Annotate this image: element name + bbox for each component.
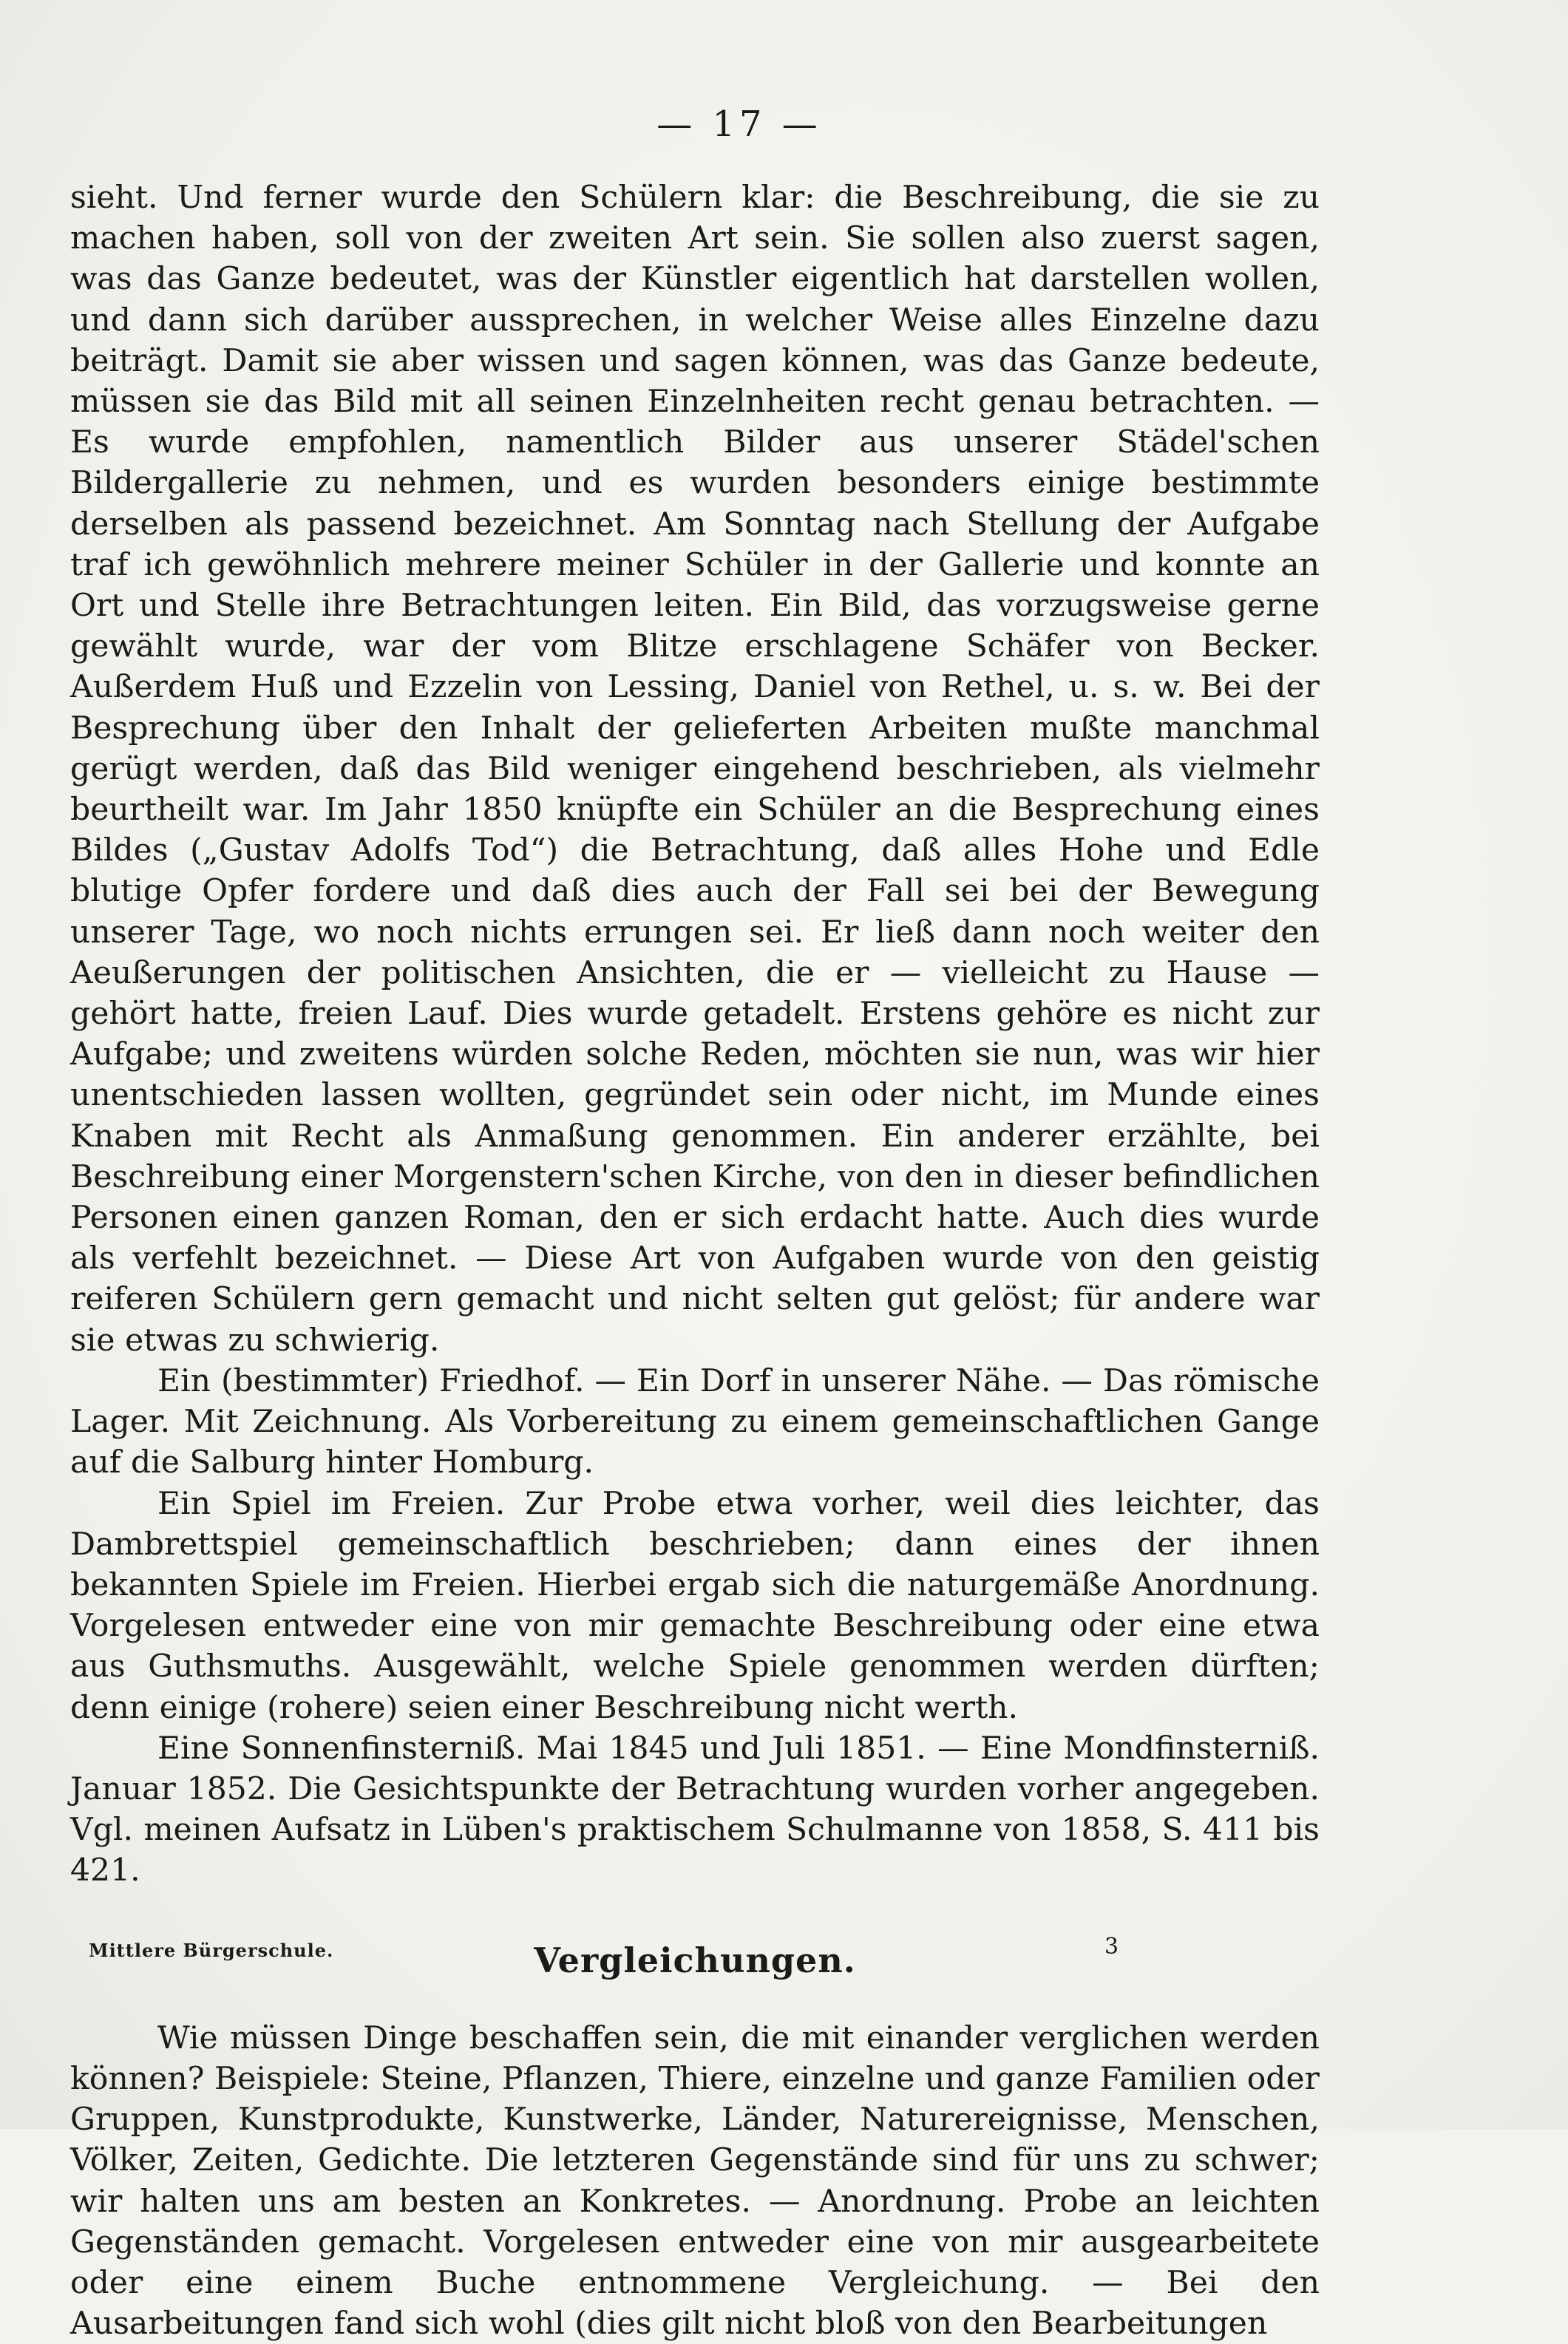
signature-number: 3 [1104, 1934, 1119, 1960]
page-number: — 17 — [656, 103, 822, 145]
paragraph-picture-description: sieht. Und ferner wurde den Schülern klar: die Beschreibung, die sie zu machen haben, soll von der zweiten Art sein. Sie sollen also zuerst sagen, was das Ganze bedeutet, was der Künstler eigentlich hat darstellen wollen, und dann sich darüber aussprechen, in welcher Weise alles Einzelne dazu beiträgt. Damit sie aber wissen und sagen können, was das Ganze bedeute, müssen sie das Bild mit all seinen Einzelnheiten recht genau betrachten. — Es wurde empfohlen, namentlich Bilder aus unserer Städel'schen Bildergallerie zu nehmen, und es wurden besonders einige bestimmte derselben als passend bezeichnet. Am Sonntag nach Stellung der Aufgabe traf ich gewöhnlich mehrere meiner Schüler in der Gallerie und konnte an Ort und Stelle ihre Betrachtungen leiten. Ein Bild, das vorzugsweise gerne gewählt wurde, war der vom Blitze erschlagene Schäfer von Becker. Außerdem Huß und Ezzelin von Lessing, Daniel von Rethel, u. s. w. Bei der Besprechung über den Inhalt der gelieferten Arbeiten mußte manchmal gerügt werden, daß das Bild weniger eingehend beschrieben, als vielmehr beurtheilt war. Im Jahr 1850 knüpfte ein Schüler an die Besprechung eines Bildes („Gustav Adolfs Tod“) die Betrachtung, daß alles Hohe und Edle blutige Opfer fordere und daß dies auch der Fall sei bei der Bewegung unserer Tage, wo noch nichts errungen sei. Er ließ dann noch weiter den Aeußerungen der politischen Ansichten, die er — vielleicht zu Hause — gehört hatte, freien Lauf. Dies wurde getadelt. Erstens gehöre es nicht zur Aufgabe; und zweitens würden solche Reden, möchten sie nun, was wir hier unentschieden lassen wollten, gegründet sein oder nicht, im Munde eines Knaben mit Recht als Anmaßung genommen. Ein anderer erzählte, bei Beschreibung einer Morgenstern'schen Kirche, von den in dieser befindlichen Personen einen ganzen Roman, den er sich erdacht hatte. Auch dies wurde als verfehlt bezeichnet. — Diese Art von Aufgaben wurde von den geistig reiferen Schülern gern gemacht und nicht selten gut gelöst; für andere war sie etwas zu schwierig. [70, 180, 1320, 1359]
body-text [70, 177, 1320, 2344]
paragraph-friedhof: Ein (bestimmter) Friedhof. — Ein Dorf in unserer Nähe. — Das römische Lager. Mit Zeichnung. Als Vorbereitung zu einem gemeinschaftlichen Gange auf die Salburg hinter Homburg. [70, 1362, 1320, 1481]
paragraph-spiel: Ein Spiel im Freien. Zur Probe etwa vorher, weil dies leichter, das Dambrettspiel gemeinschaftlich beschrieben; dann eines der ihnen bekannten Spiele im Freien. Hierbei ergab sich die naturgemäße Anordnung. Vorgelesen entweder eine von mir gemachte Beschreibung oder eine etwa aus Guthsmuths. Ausgewählt, welche Spiele genommen werden dürften; denn einige (rohere) seien einer Beschreibung nicht werth. [70, 1485, 1320, 1726]
paragraph-finsternis: Eine Sonnenfinsterniß. Mai 1845 und Juli 1851. — Eine Mondfinsterniß. Januar 1852. Die Gesichtspunkte der Betrachtung wurden vorher angegeben. Vgl. meinen Aufsatz in Lüben's praktischem Schulmanne von 1858, S. 411 bis 421. [70, 1730, 1320, 1889]
section-heading: Vergleichungen. [534, 1940, 856, 1980]
paragraph-vergleichungen: Wie müssen Dinge beschaffen sein, die mit einander verglichen werden können? Beispiele: Steine, Pflanzen, Thiere, einzelne und ganze Familien oder Gruppen, Kunstprodukte, Kunstwerke, Länder, Naturereignisse, Menschen, Völker, Zeiten, Gedichte. Die letzteren Gegenstände sind für uns zu schwer; wir halten uns am besten an Konkretes. — Anordnung. Probe an leichten Gegenständen gemacht. Vorgelesen entweder eine von mir ausgearbeitete oder eine einem Buche entnommene Vergleichung. — Bei den Ausarbeitungen fand sich wohl (dies gilt nicht bloß von den Bearbeitungen [70, 2019, 1320, 2343]
signature-label: Mittlere Bürgerschule. [89, 1940, 334, 1961]
